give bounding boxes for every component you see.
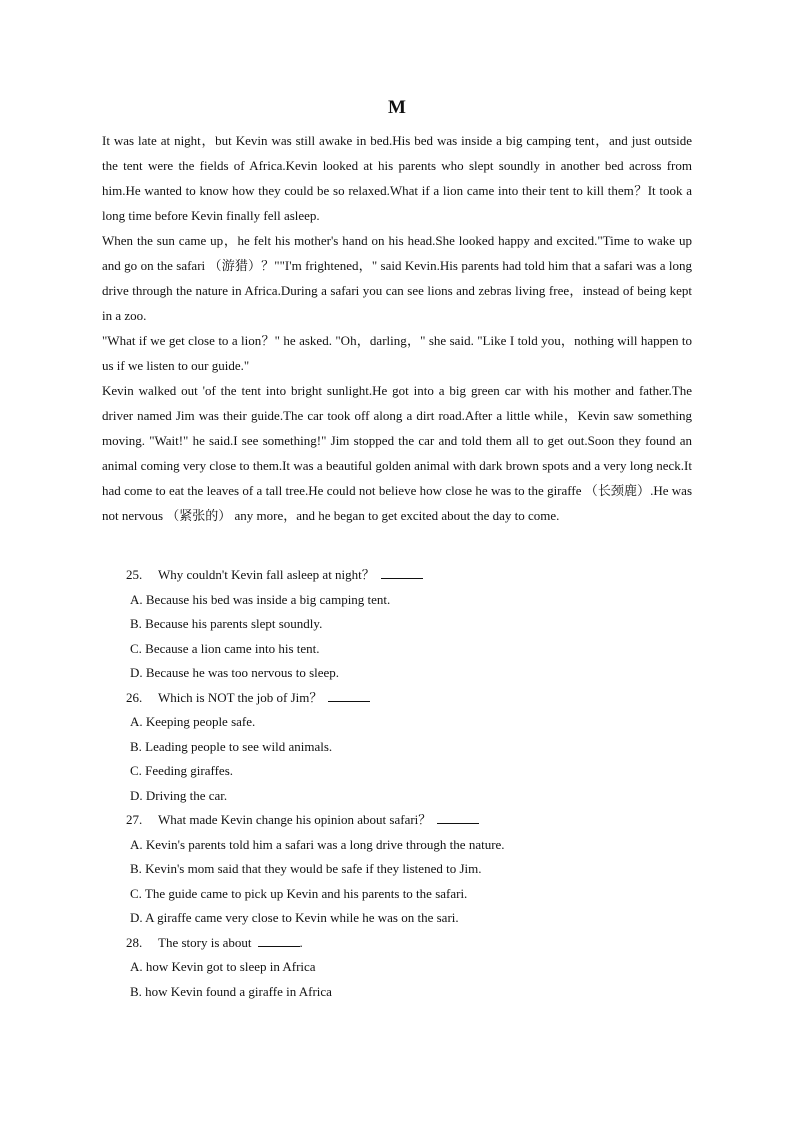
question-text: What made Kevin change his opinion about safari？ <box>158 812 432 827</box>
option-c: C. Feeding giraffes. <box>130 763 234 778</box>
passage-paragraph: Kevin walked out 'of the tent into bright sunlight.He got into a big green car with his mother and father.The driver named Jim was their guide.The car took off along a dirt road.After a little while，Kevin saw something moving. "Wait!" he said.I see something!" Jim stopped the car and told them all to get out.Soon they found an animal coming very close to them.It was a beautiful golden animal with dark brown spots and a very long neck.It had come to eat the leaves of a tall tree.He could not believe how close he was to the giraffe （长颈鹿）.He was not nervous （紧张的） any more，and he began to get excited about the day to come. <box>102 383 692 523</box>
question-stem-suffix: . <box>299 934 303 950</box>
question-number: 25. <box>126 567 143 582</box>
option-d: D. Because he was too nervous to sleep. <box>130 665 340 680</box>
option-d: D. Driving the car. <box>130 787 228 803</box>
answer-blank <box>381 566 423 579</box>
option-b: B. Kevin's mom said that they would be safe if they listened to Jim. <box>130 861 482 876</box>
page-title: M <box>388 97 406 118</box>
question-number: 28. <box>126 934 143 950</box>
question-number: 26. <box>126 689 143 705</box>
passage-paragraph: It was late at night，but Kevin was still awake in bed.His bed was inside a big camping tent，and just outside the tent were the fields of Africa.Kevin looked at his parents who slept soundly in another bed across from him.He wanted to know how they could be so relaxed.What if a lion came into their tent to kill them？It took a long time before Kevin finally fell asleep. <box>102 133 692 223</box>
option-c: C. The guide came to pick up Kevin and his parents to the safari. <box>130 885 468 901</box>
option-b: B. how Kevin found a giraffe in Africa <box>130 983 332 999</box>
option-d: D. A giraffe came very close to Kevin while he was on the sari. <box>130 910 459 925</box>
option-a: A. Because his bed was inside a big camping tent. <box>130 591 391 607</box>
question-text: The story is about <box>158 934 252 950</box>
option-a: A. Keeping people safe. <box>130 714 256 729</box>
answer-blank <box>258 934 300 947</box>
option-a: A. Kevin's parents told him a safari was a long drive through the nature. <box>130 836 505 852</box>
answer-blank <box>437 811 479 824</box>
question-27 <box>102 808 692 931</box>
question-text: Which is NOT the job of Jim？ <box>158 689 323 705</box>
question-number: 27. <box>126 812 143 827</box>
question-stem <box>102 686 692 711</box>
passage-paragraph: "What if we get close to a lion？" he asked. "Oh，darling，" she said. "Like I told you，nothing will happen to us if we listen to our guide." <box>102 333 692 373</box>
reading-passage <box>102 128 692 528</box>
answer-blank <box>328 689 370 702</box>
question-stem <box>102 931 692 956</box>
question-28 <box>102 931 692 1005</box>
option-c: C. Because a lion came into his tent. <box>130 640 320 656</box>
option-a: A. how Kevin got to sleep in Africa <box>130 959 316 974</box>
question-stem <box>102 808 692 833</box>
question-list <box>102 563 692 1004</box>
passage-paragraph: When the sun came up，he felt his mother's hand on his head.She looked happy and excited."Time to wake up and go on the safari （游猎）？""I'm frightened，" said Kevin.His parents had told him that a safari was a long drive through the nature in Africa.During a safari you can see lions and zebras living free，instead of being kept in a zoo. <box>102 233 692 323</box>
question-26 <box>102 686 692 809</box>
question-stem <box>102 563 692 588</box>
option-b: B. Because his parents slept soundly. <box>130 616 323 631</box>
option-b: B. Leading people to see wild animals. <box>130 738 333 754</box>
question-25 <box>102 563 692 686</box>
question-text: Why couldn't Kevin fall asleep at night？ <box>158 567 375 582</box>
